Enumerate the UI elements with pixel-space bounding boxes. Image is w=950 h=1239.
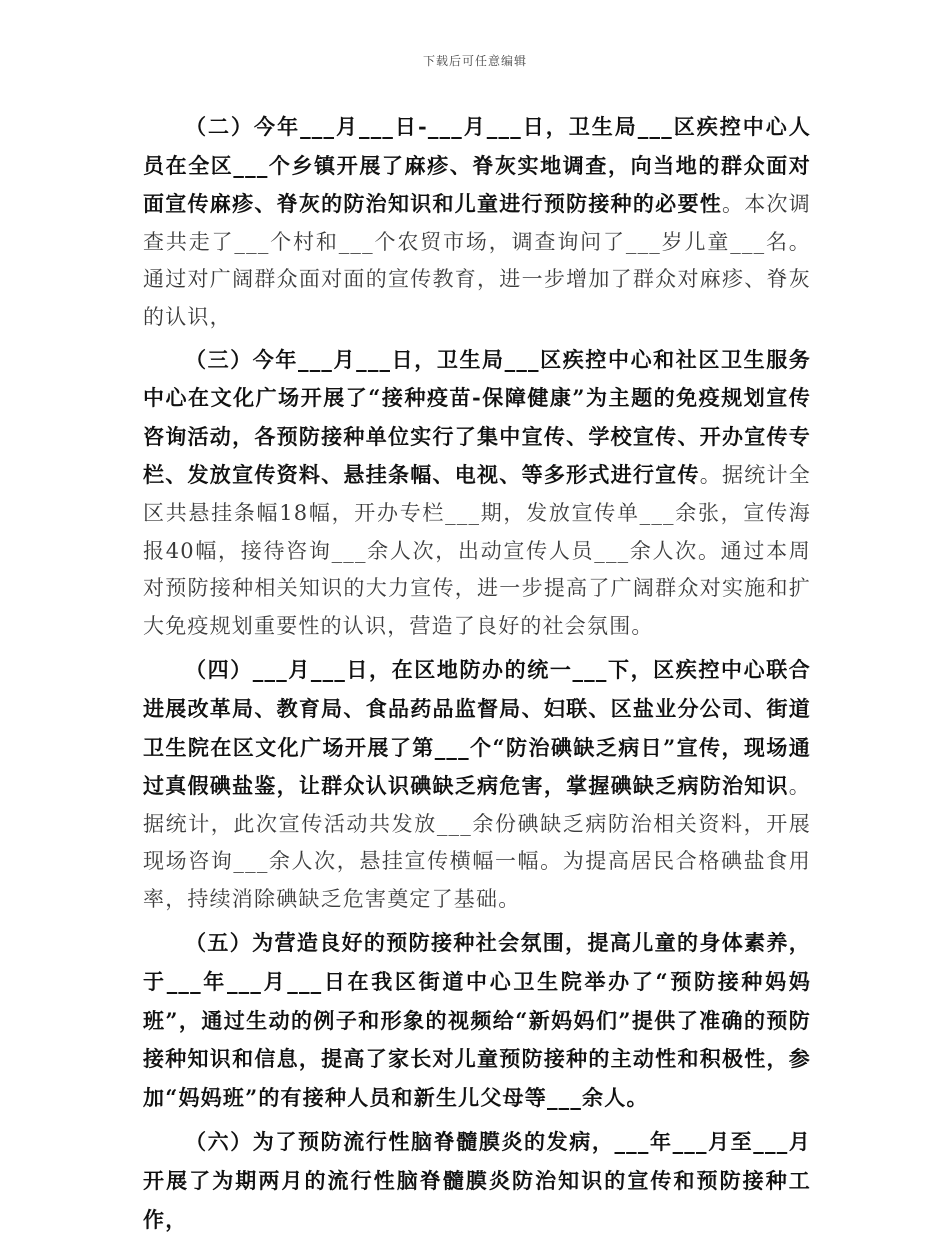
paragraph-5 bbox=[143, 924, 811, 1117]
paragraph-bold-text: （二）今年___月___日-___月___日，卫生局___区疾控中心人员在全区___个乡镇开展了麻疹、脊灰实地调查，向当地的群众面对面宣传麻疹、脊灰的防治知识和儿童进行预防接种的必要性 bbox=[143, 114, 811, 217]
paragraph-4 bbox=[143, 651, 811, 918]
paragraph-normal-text: 。本次调查共走了___个村和___个农贸市场，调查询问了___岁儿童___名。通过对广阔群众面对面的宣传教育，进一步增加了群众对麻疹、脊灰的认识， bbox=[143, 192, 811, 329]
paragraph-bold-text: （六）为了预防流行性脑脊髓膜炎的发病，___年___月至___月开展了为期两月的流行性脑脊髓膜炎防治知识的宣传和预防接种工作， bbox=[143, 1129, 811, 1232]
paragraph-bold-text: （五）为营造良好的预防接种社会氛围，提高儿童的身体素养，于___年___月___日在我区街道中心卫生院举办了“预防接种妈妈班”，通过生动的例子和形象的视频给“新妈妈们”提供了准确的预防接种知识和信息，提高了家长对儿童预防接种的主动性和积极性，参加“妈妈班”的有接种人员和新生儿父母等___余人。 bbox=[143, 930, 811, 1110]
paragraph-normal-text: 。据统计全区共悬挂条幅18幅，开办专栏___期，发放宣传单___余张，宣传海报40幅，接待咨询___余人次，出动宣传人员___余人次。通过本周对预防接种相关知识的大力宣传，进一步提高了广阔群众对实施和扩大免疫规划重要性的认识，营造了良好的社会氛围。 bbox=[143, 463, 812, 638]
paragraph-bold-text: （三）今年___月___日，卫生局___区疾控中心和社区卫生服务中心在文化广场开展了“接种疫苗-保障健康”为主题的免疫规划宣传咨询活动，各预防接种单位实行了集中宣传、学校宣传、开办宣传专栏、发放宣传资料、悬挂条幅、电视、等多形式进行宣传 bbox=[143, 346, 811, 488]
paragraph-bold-text: （四）___月___日，在区地防办的统一___下，区疾控中心联合进展改革局、教育局、食品药品监督局、妇联、区盐业分公司、街道卫生院在区文化广场开展了第___个“防治碘缺乏病日”宣传，现场通过真假碘盐鉴，让群众认识碘缺乏病危害，掌握碘缺乏病防治知识 bbox=[143, 657, 811, 799]
document-body bbox=[143, 108, 811, 1239]
paragraph-3 bbox=[143, 341, 811, 646]
paragraph-normal-text: 。据统计，此次宣传活动共发放___余份碘缺乏病防治相关资料，开展现场咨询___余人次，悬挂宣传横幅一幅。为提高居民合格碘盐食用率，持续消除碘缺乏危害奠定了基础。 bbox=[143, 774, 811, 911]
paragraph-2 bbox=[143, 108, 811, 337]
page-header: 下载后可任意编辑 bbox=[422, 54, 527, 68]
paragraph-6 bbox=[143, 1123, 811, 1239]
